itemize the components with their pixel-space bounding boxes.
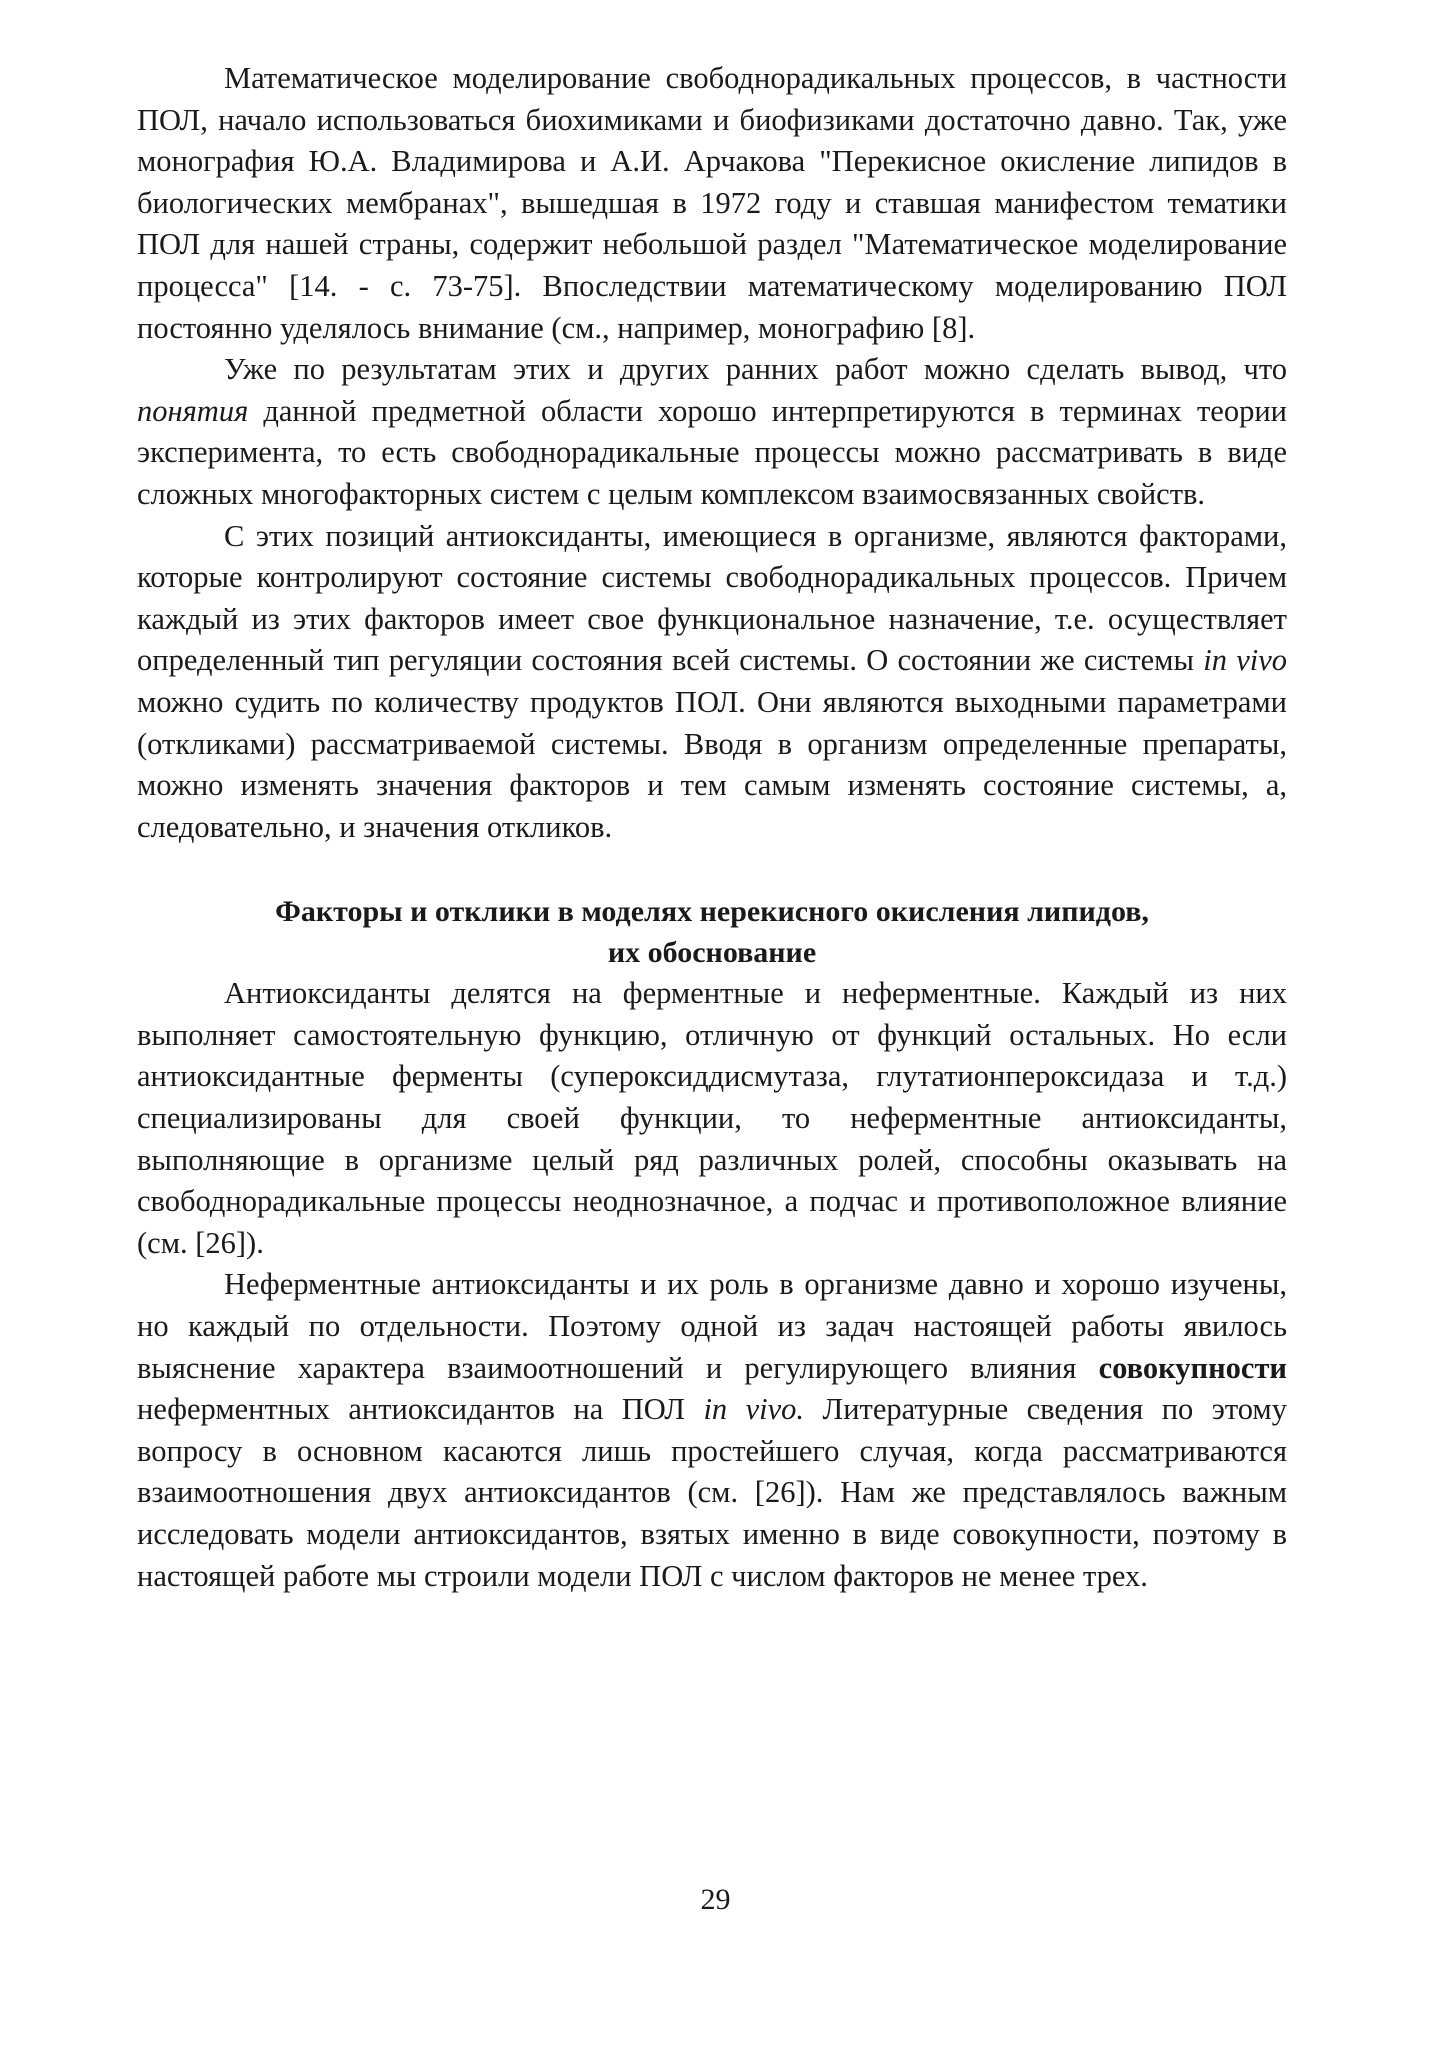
- italic-term: in vivo.: [703, 1392, 805, 1427]
- text-run: данной предметной области хорошо интерпретируются в терминах теории эксперимента, то есть свободнорадикальные процессы можно рассматривать в виде сложных многофакторных систем с целым комплексом взаимосвязанных свойств.: [137, 393, 1287, 511]
- text-run: Неферментные антиоксиданты и их роль в организме давно и хорошо изучены, но каждый по отдельности. Поэтому одной из задач настоящей работы явилось выяснение характера взаимоотношений и регулирующего влияния: [137, 1267, 1287, 1385]
- text-run: С этих позиций антиоксиданты, имеющиеся в организме, являются факторами, которые контролируют состояние системы свободнорадикальных процессов. Причем каждый из этих факторов имеет свое функциональное назначение, т.е. осуществляет определенный тип регуляции состояния всей системы. О состоянии же системы: [137, 518, 1287, 678]
- section-paragraphs: [137, 973, 1287, 1597]
- paragraph: [137, 973, 1287, 1264]
- text-run: Антиоксиданты делятся на ферментные и неферментные. Каждый из них выполняет самостоятельную функцию, отличную от функций остальных. Но если антиоксидантные ферменты (супероксиддисмутаза, глутатионпероксидаза и т.д.) специализированы для своей функции, то неферментные антиоксиданты, выполняющие в организме целый ряд различных ролей, способны оказывать на свободнорадикальные процессы неоднозначное, а подчас и противоположное влияние (см. [26]).: [137, 976, 1287, 1260]
- paragraph: [137, 516, 1287, 849]
- italic-term: in vivo: [1203, 643, 1287, 678]
- paragraph: [137, 1264, 1287, 1597]
- intro-paragraphs: [137, 58, 1287, 848]
- paragraph: [137, 58, 1287, 349]
- text-run: Литературные сведения по этому вопросу в основном касаются лишь простейшего случая, когда рассматриваются взаимоотношения двух антиоксидантов (см. [26]). Нам же представлялось важным исследовать модели антиоксидантов, взятых именно в виде совокупности, поэтому в настоящей работе мы строили модели ПОЛ с числом факторов не менее трех.: [137, 1392, 1287, 1593]
- section-heading-line-1: Факторы и отклики в моделях нерекисного окисления липидов,: [275, 895, 1149, 929]
- section-heading-line-2: их обоснование: [607, 936, 817, 970]
- section-heading: [137, 891, 1287, 973]
- italic-term: понятия: [137, 393, 249, 428]
- bold-term: совокупности: [1098, 1350, 1287, 1385]
- text-run: можно судить по количеству продуктов ПОЛ. Они являются выходными параметрами (откликами) рассматриваемой системы. Вводя в организм определенные препараты, можно изменять значения факторов и тем самым изменять состояние системы, а, следовательно, и значения откликов.: [137, 684, 1287, 844]
- text-run: Уже по результатам этих и других ранних работ можно сделать вывод, что: [224, 352, 1287, 387]
- page-body: [137, 58, 1287, 1597]
- page-number: 29: [700, 1883, 731, 1916]
- text-run: неферментных антиоксидантов на ПОЛ: [137, 1392, 704, 1427]
- text-run: Математическое моделирование свободнорадикальных процессов, в частности ПОЛ, начало использоваться биохимиками и биофизиками достаточно давно. Так, уже монография Ю.А. Владимирова и А.И. Арчакова "Перекисное окисление липидов в биологических мембранах", вышедшая в 1972 году и ставшая манифестом тематики ПОЛ для нашей страны, содержит небольшой раздел "Математическое моделирование процесса" [14. - с. 73-75]. Впоследствии математическому моделированию ПОЛ постоянно уделялось внимание (см., например, монографию [8].: [137, 61, 1287, 345]
- paragraph: [137, 349, 1287, 515]
